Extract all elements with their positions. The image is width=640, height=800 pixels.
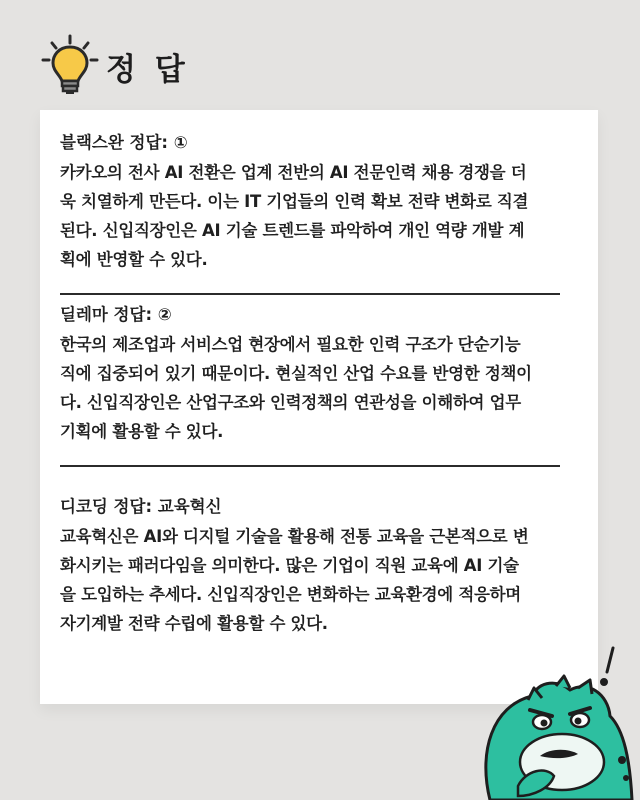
section-body: [60, 522, 590, 638]
section-body: [60, 158, 590, 274]
answer-section-dilemma: [60, 300, 590, 446]
answer-section-black-swan: [60, 128, 590, 274]
body-line: 획에 반영할 수 있다.: [60, 250, 208, 269]
section-title: 디코딩 정답: 교육혁신: [60, 497, 222, 516]
body-line: 을 도입하는 추세다. 신입직장인은 변화하는 교육환경에 적응하며: [60, 585, 521, 604]
body-line: 된다. 신입직장인은 AI 기술 트렌드를 파악하여 개인 역량 개발 계: [60, 221, 525, 240]
body-line: 욱 치열하게 만든다. 이는 IT 기업들의 인력 확보 전략 변화로 직결: [60, 192, 529, 211]
section-divider: [60, 293, 560, 295]
body-line: 화시키는 패러다임을 의미한다. 많은 기업이 직원 교육에 AI 기술: [60, 556, 519, 575]
body-line: 기획에 활용할 수 있다.: [60, 422, 224, 441]
mascot-illustration: [470, 640, 640, 800]
answer-card: [40, 110, 598, 704]
page-title: 정 답: [106, 51, 189, 88]
body-line: 카카오의 전사 AI 전환은 업계 전반의 AI 전문인력 채용 경쟁을 더: [60, 163, 527, 182]
section-title: 딜레마 정답: ②: [60, 305, 172, 324]
body-line: 교육혁신은 AI와 디지털 기술을 활용해 전통 교육을 근본적으로 변: [60, 527, 529, 546]
body-line: 한국의 제조업과 서비스업 현장에서 필요한 인력 구조가 단순기능: [60, 335, 521, 354]
page-header: [40, 34, 189, 98]
section-title: 블랙스완 정답: ①: [60, 133, 188, 152]
section-divider: [60, 465, 560, 467]
body-line: 직에 집중되어 있기 때문이다. 현실적인 산업 수요를 반영한 정책이: [60, 364, 532, 383]
answer-section-decoding: [60, 492, 590, 638]
body-line: 자기계발 전략 수립에 활용할 수 있다.: [60, 614, 328, 633]
lightbulb-icon: [40, 34, 100, 98]
section-body: [60, 330, 590, 446]
body-line: 다. 신입직장인은 산업구조와 인력정책의 연관성을 이해하여 업무: [60, 393, 521, 412]
